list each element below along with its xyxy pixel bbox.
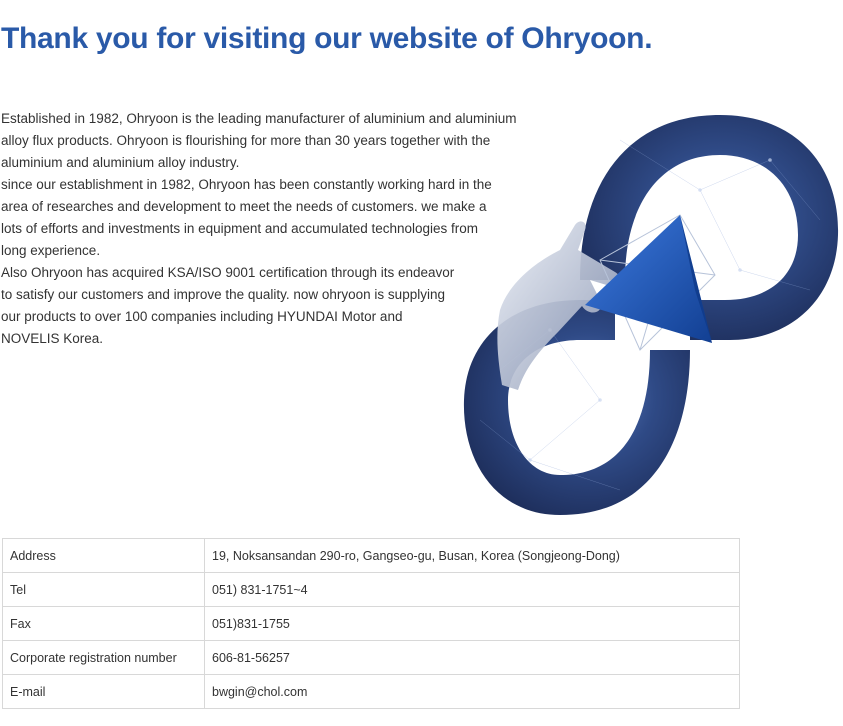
intro-line: area of researches and development to meet the needs of customers. we make a bbox=[1, 199, 487, 214]
registration-number-value: 606-81-56257 bbox=[205, 641, 740, 675]
tel-label: Tel bbox=[3, 573, 205, 607]
intro-line: our products to over 100 companies including HYUNDAI Motor and bbox=[1, 309, 403, 324]
address-label: Address bbox=[3, 539, 205, 573]
intro-line: NOVELIS Korea. bbox=[1, 331, 104, 346]
intro-line: since our establishment in 1982, Ohryoon has been constantly working hard in the bbox=[1, 177, 492, 192]
email-value: bwgin@chol.com bbox=[205, 675, 740, 709]
intro-line: to satisfy our customers and improve the quality. now ohryoon is supplying bbox=[1, 287, 445, 302]
table-row bbox=[3, 641, 740, 675]
table-row bbox=[3, 539, 740, 573]
table-row bbox=[3, 573, 740, 607]
fax-label: Fax bbox=[3, 607, 205, 641]
intro-line: Established in 1982, Ohryoon is the leading manufacturer of aluminium and aluminium bbox=[1, 111, 517, 126]
company-info-table bbox=[2, 538, 740, 709]
infinity-logo-illustration bbox=[440, 100, 843, 520]
registration-number-label: Corporate registration number bbox=[3, 641, 205, 675]
intro-line: lots of efforts and investments in equipment and accumulated technologies from bbox=[1, 221, 479, 236]
email-label: E-mail bbox=[3, 675, 205, 709]
page-title: Thank you for visiting our website of Ohryoon. bbox=[1, 22, 653, 55]
address-value: 19, Noksansandan 290-ro, Gangseo-gu, Busan, Korea (Songjeong-Dong) bbox=[205, 539, 740, 573]
intro-line: alloy flux products. Ohryoon is flourishing for more than 30 years together with the bbox=[1, 133, 491, 148]
intro-line: aluminium and aluminium alloy industry. bbox=[1, 155, 240, 170]
table-row bbox=[3, 607, 740, 641]
intro-line: Also Ohryoon has acquired KSA/ISO 9001 certification through its endeavor bbox=[1, 265, 455, 280]
fax-value: 051)831-1755 bbox=[205, 607, 740, 641]
table-row bbox=[3, 675, 740, 709]
tel-value: 051) 831-1751~4 bbox=[205, 573, 740, 607]
intro-line: long experience. bbox=[1, 243, 101, 258]
